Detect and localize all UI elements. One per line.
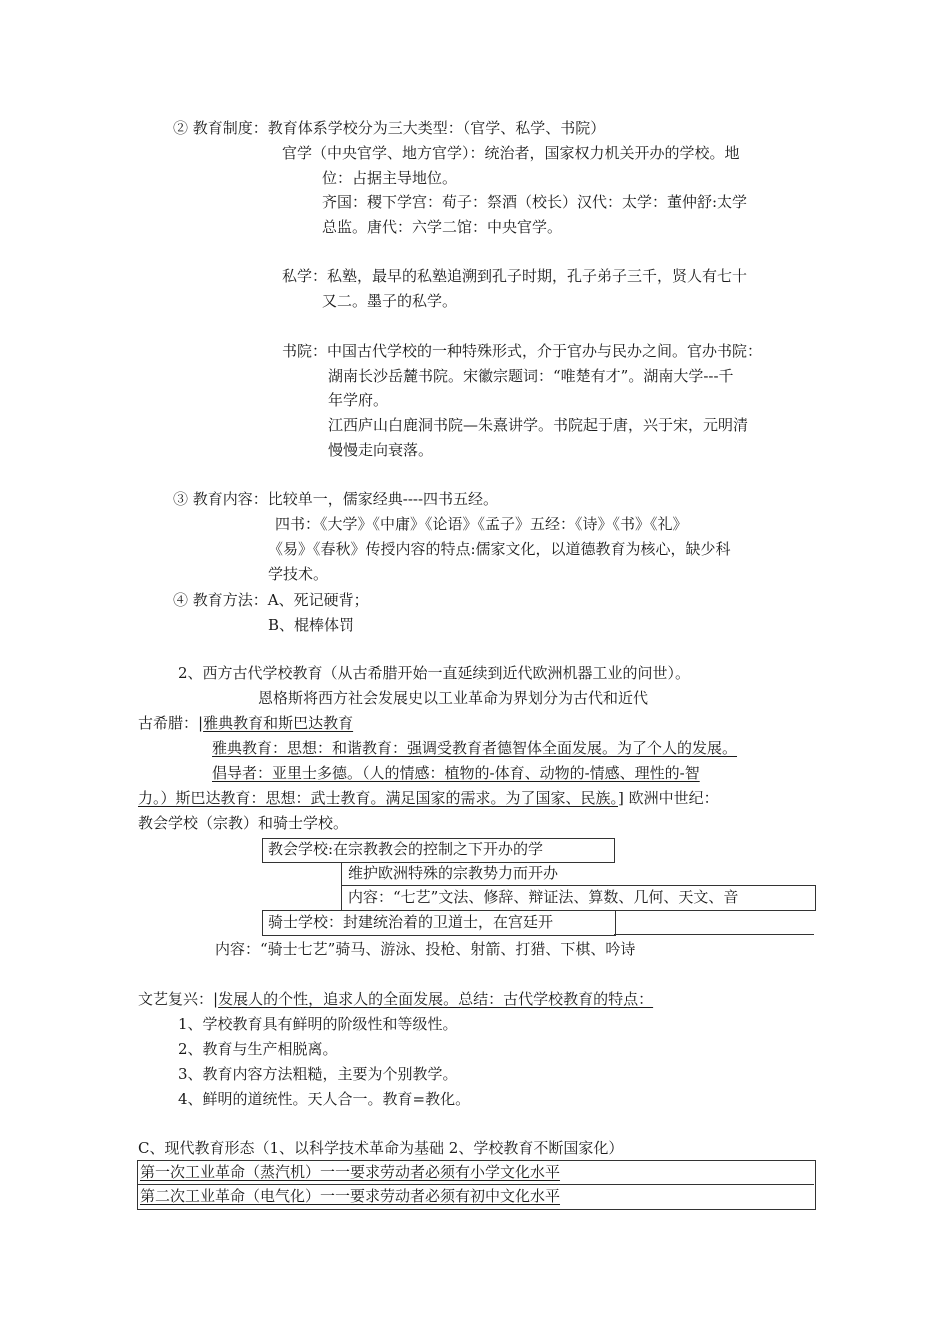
text-line: 年学府。	[328, 391, 389, 409]
text-line: B、棍棒体罚	[268, 616, 355, 634]
text-line: 又二。墨子的私学。	[322, 292, 458, 310]
list-item: 3、教育内容方法粗糙，主要为个别教学。	[178, 1065, 458, 1083]
text-line: 齐国：稷下学宫：荀子：祭酒（校长）汉代：太学：董仲舒:太学	[322, 193, 748, 211]
text-line	[138, 712, 353, 734]
list-item: 2、教育与生产相脱离。	[178, 1040, 338, 1058]
bar-marker: |	[213, 990, 219, 1008]
section-4-heading: ④ 教育方法：A、死记硬背；	[173, 591, 369, 609]
text-line: 湖南长沙岳麓书院。宋徽宗题词：“唯楚有才”。湖南大学---千	[328, 367, 734, 385]
text-line: 内容：“七艺”文法、修辞、辩证法、算数、几何、天文、音	[348, 888, 739, 906]
divider	[614, 934, 814, 935]
section-3-heading: ③ 教育内容：比较单一，儒家经典----四书五经。	[173, 490, 499, 508]
text-line: 江西庐山白鹿洞书院—朱熹讲学。书院起于唐，兴于宋，元明清	[328, 416, 749, 434]
list-item: 1、学校教育具有鲜明的阶级性和等级性。	[178, 1015, 458, 1033]
text-line: 书院：中国古代学校的一种特殊形式，介于官办与民办之间。官办书院：	[282, 342, 763, 360]
text-line: 学技术。	[268, 565, 329, 583]
text-line: 官学（中央官学、地方官学）：统治者，国家权力机关开办的学校。地	[282, 144, 740, 162]
list-item: 4、鲜明的道统性。天人合一。教育=教化。	[178, 1090, 471, 1108]
text-line: 位：占据主导地位。	[322, 169, 458, 187]
underlined-text: 雅典教育和斯巴达教育	[203, 714, 354, 732]
west-heading: 2、西方古代学校教育（从古希腊开始一直延续到近代欧洲机器工业的问世）。	[178, 664, 691, 682]
text-line: 恩格斯将西方社会发展史以工业革命为界划分为古代和近代	[258, 689, 649, 707]
text-line	[138, 988, 653, 1010]
table-row: 第二次工业革命（电气化）一一要求劳动者必须有初中文化水平	[140, 1187, 561, 1205]
text-line: 教会学校（宗教）和骑士学校。	[138, 814, 349, 832]
modern-heading: C、现代教育形态（1、以科学技术革命为基础 2、学校教育不断国家化）	[138, 1139, 624, 1157]
underlined-text: 发展人的个性，追求人的全面发展。总结：古代学校教育的特点：	[218, 990, 654, 1008]
label: 古希腊：	[138, 714, 199, 732]
table-row: 第一次工业革命（蒸汽机）一一要求劳动者必须有小学文化水平	[140, 1163, 561, 1181]
text-line: 私学：私塾，最早的私塾追溯到孔子时期，孔子弟子三千，贤人有七十	[282, 267, 748, 285]
text-line: 慢慢走向衰落。	[328, 441, 434, 459]
knight-school-text: 骑士学校：封建统治着的卫道士，在宫廷开	[268, 913, 554, 931]
text-line: 内容：“骑士七艺”骑马、游泳、投枪、射箭、打猎、下棋、吟诗	[215, 940, 636, 958]
bar-marker: |	[198, 714, 204, 732]
text-line: 倡导者：亚里士多德。（人的情感：植物的-体育、动物的-情感、理性的-智	[212, 764, 700, 782]
section-2-heading: ② 教育制度：教育体系学校分为三大类型：（官学、私学、书院）	[173, 119, 606, 137]
text-line	[138, 787, 719, 809]
text-line: 维护欧洲特殊的宗教势力而开办	[348, 864, 559, 882]
text: ] 欧洲中世纪：	[618, 789, 719, 807]
text-line: 总监。唐代：六学二馆：中央官学。	[322, 218, 563, 236]
label: 文艺复兴：	[138, 990, 214, 1008]
text-line: 雅典教育：思想：和谐教育：强调受教育者德智体全面发展。为了个人的发展。	[212, 739, 738, 757]
text-line: 四书：《大学》《中庸》《论语》《孟子》五经：《诗》《书》《礼》	[275, 515, 688, 533]
underlined-text: 力。）斯巴达教育：思想：武士教育。满足国家的需求。为了国家、民族。	[138, 789, 619, 807]
church-school-text: 教会学校:在宗教教会的控制之下开办的学	[268, 840, 544, 858]
text-line: 《易》《春秋》传授内容的特点:儒家文化，以道德教育为核心，缺少科	[268, 540, 731, 558]
